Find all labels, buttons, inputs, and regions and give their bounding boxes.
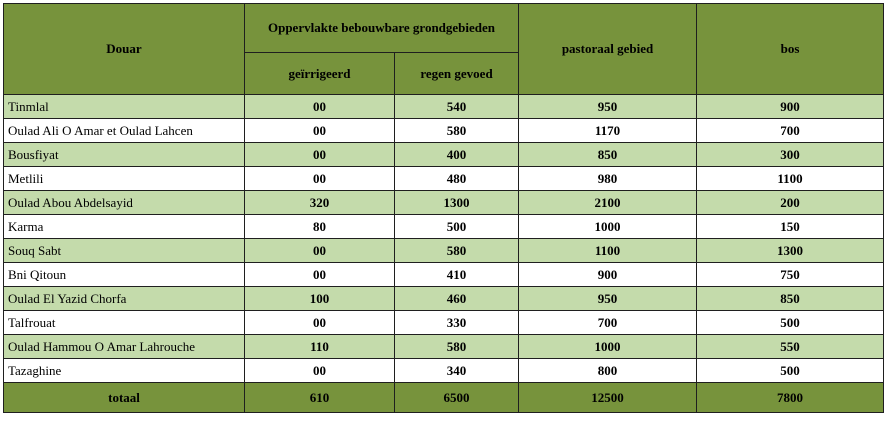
table-row <box>4 143 884 167</box>
cell-rainfed: 580 <box>395 239 519 263</box>
cell-irrigated: 00 <box>245 359 395 383</box>
cell-pastoral: 1000 <box>519 215 697 239</box>
table-row <box>4 191 884 215</box>
table-row <box>4 167 884 191</box>
cell-pastoral: 850 <box>519 143 697 167</box>
total-irrigated: 610 <box>245 383 395 413</box>
cell-rainfed: 580 <box>395 119 519 143</box>
cell-rainfed: 580 <box>395 335 519 359</box>
table-row <box>4 335 884 359</box>
header-forest: bos <box>697 4 884 95</box>
header-irrigated: geïrrigeerd <box>245 53 395 95</box>
cell-forest: 700 <box>697 119 884 143</box>
cell-irrigated: 100 <box>245 287 395 311</box>
cell-rainfed: 410 <box>395 263 519 287</box>
cell-pastoral: 1000 <box>519 335 697 359</box>
cell-forest: 300 <box>697 143 884 167</box>
cell-rainfed: 460 <box>395 287 519 311</box>
cell-douar: Oulad Hammou O Amar Lahrouche <box>4 335 245 359</box>
cell-rainfed: 1300 <box>395 191 519 215</box>
table-row <box>4 95 884 119</box>
cell-irrigated: 00 <box>245 263 395 287</box>
cell-rainfed: 500 <box>395 215 519 239</box>
table-row <box>4 239 884 263</box>
cell-pastoral: 950 <box>519 95 697 119</box>
cell-irrigated: 00 <box>245 167 395 191</box>
cell-pastoral: 700 <box>519 311 697 335</box>
table-row <box>4 215 884 239</box>
cell-forest: 500 <box>697 359 884 383</box>
table-row <box>4 287 884 311</box>
douar-land-table <box>3 3 884 413</box>
cell-irrigated: 80 <box>245 215 395 239</box>
cell-pastoral: 800 <box>519 359 697 383</box>
cell-forest: 1300 <box>697 239 884 263</box>
cell-douar: Oulad Ali O Amar et Oulad Lahcen <box>4 119 245 143</box>
table-row <box>4 359 884 383</box>
cell-irrigated: 00 <box>245 119 395 143</box>
cell-douar: Talfrouat <box>4 311 245 335</box>
header-rainfed: regen gevoed <box>395 53 519 95</box>
cell-forest: 200 <box>697 191 884 215</box>
table-row <box>4 263 884 287</box>
cell-rainfed: 330 <box>395 311 519 335</box>
cell-douar: Tinmlal <box>4 95 245 119</box>
cell-pastoral: 2100 <box>519 191 697 215</box>
header-area-group: Oppervlakte bebouwbare grondgebieden <box>245 4 519 53</box>
cell-douar: Bni Qitoun <box>4 263 245 287</box>
cell-irrigated: 00 <box>245 143 395 167</box>
cell-irrigated: 110 <box>245 335 395 359</box>
cell-pastoral: 1100 <box>519 239 697 263</box>
table-row <box>4 311 884 335</box>
cell-douar: Oulad El Yazid Chorfa <box>4 287 245 311</box>
cell-forest: 850 <box>697 287 884 311</box>
cell-forest: 550 <box>697 335 884 359</box>
cell-irrigated: 00 <box>245 311 395 335</box>
cell-pastoral: 980 <box>519 167 697 191</box>
total-label: totaal <box>4 383 245 413</box>
cell-forest: 900 <box>697 95 884 119</box>
total-rainfed: 6500 <box>395 383 519 413</box>
total-row <box>4 383 884 413</box>
cell-irrigated: 320 <box>245 191 395 215</box>
cell-irrigated: 00 <box>245 239 395 263</box>
cell-forest: 750 <box>697 263 884 287</box>
cell-rainfed: 400 <box>395 143 519 167</box>
header-pastoral: pastoraal gebied <box>519 4 697 95</box>
cell-forest: 1100 <box>697 167 884 191</box>
cell-douar: Tazaghine <box>4 359 245 383</box>
table-row <box>4 119 884 143</box>
cell-douar: Bousfiyat <box>4 143 245 167</box>
cell-rainfed: 340 <box>395 359 519 383</box>
total-forest: 7800 <box>697 383 884 413</box>
cell-pastoral: 1170 <box>519 119 697 143</box>
cell-forest: 150 <box>697 215 884 239</box>
cell-douar: Souq Sabt <box>4 239 245 263</box>
cell-pastoral: 900 <box>519 263 697 287</box>
cell-irrigated: 00 <box>245 95 395 119</box>
cell-douar: Metlili <box>4 167 245 191</box>
cell-douar: Oulad Abou Abdelsayid <box>4 191 245 215</box>
cell-forest: 500 <box>697 311 884 335</box>
cell-douar: Karma <box>4 215 245 239</box>
header-douar: Douar <box>4 4 245 95</box>
total-pastoral: 12500 <box>519 383 697 413</box>
cell-rainfed: 480 <box>395 167 519 191</box>
cell-rainfed: 540 <box>395 95 519 119</box>
cell-pastoral: 950 <box>519 287 697 311</box>
